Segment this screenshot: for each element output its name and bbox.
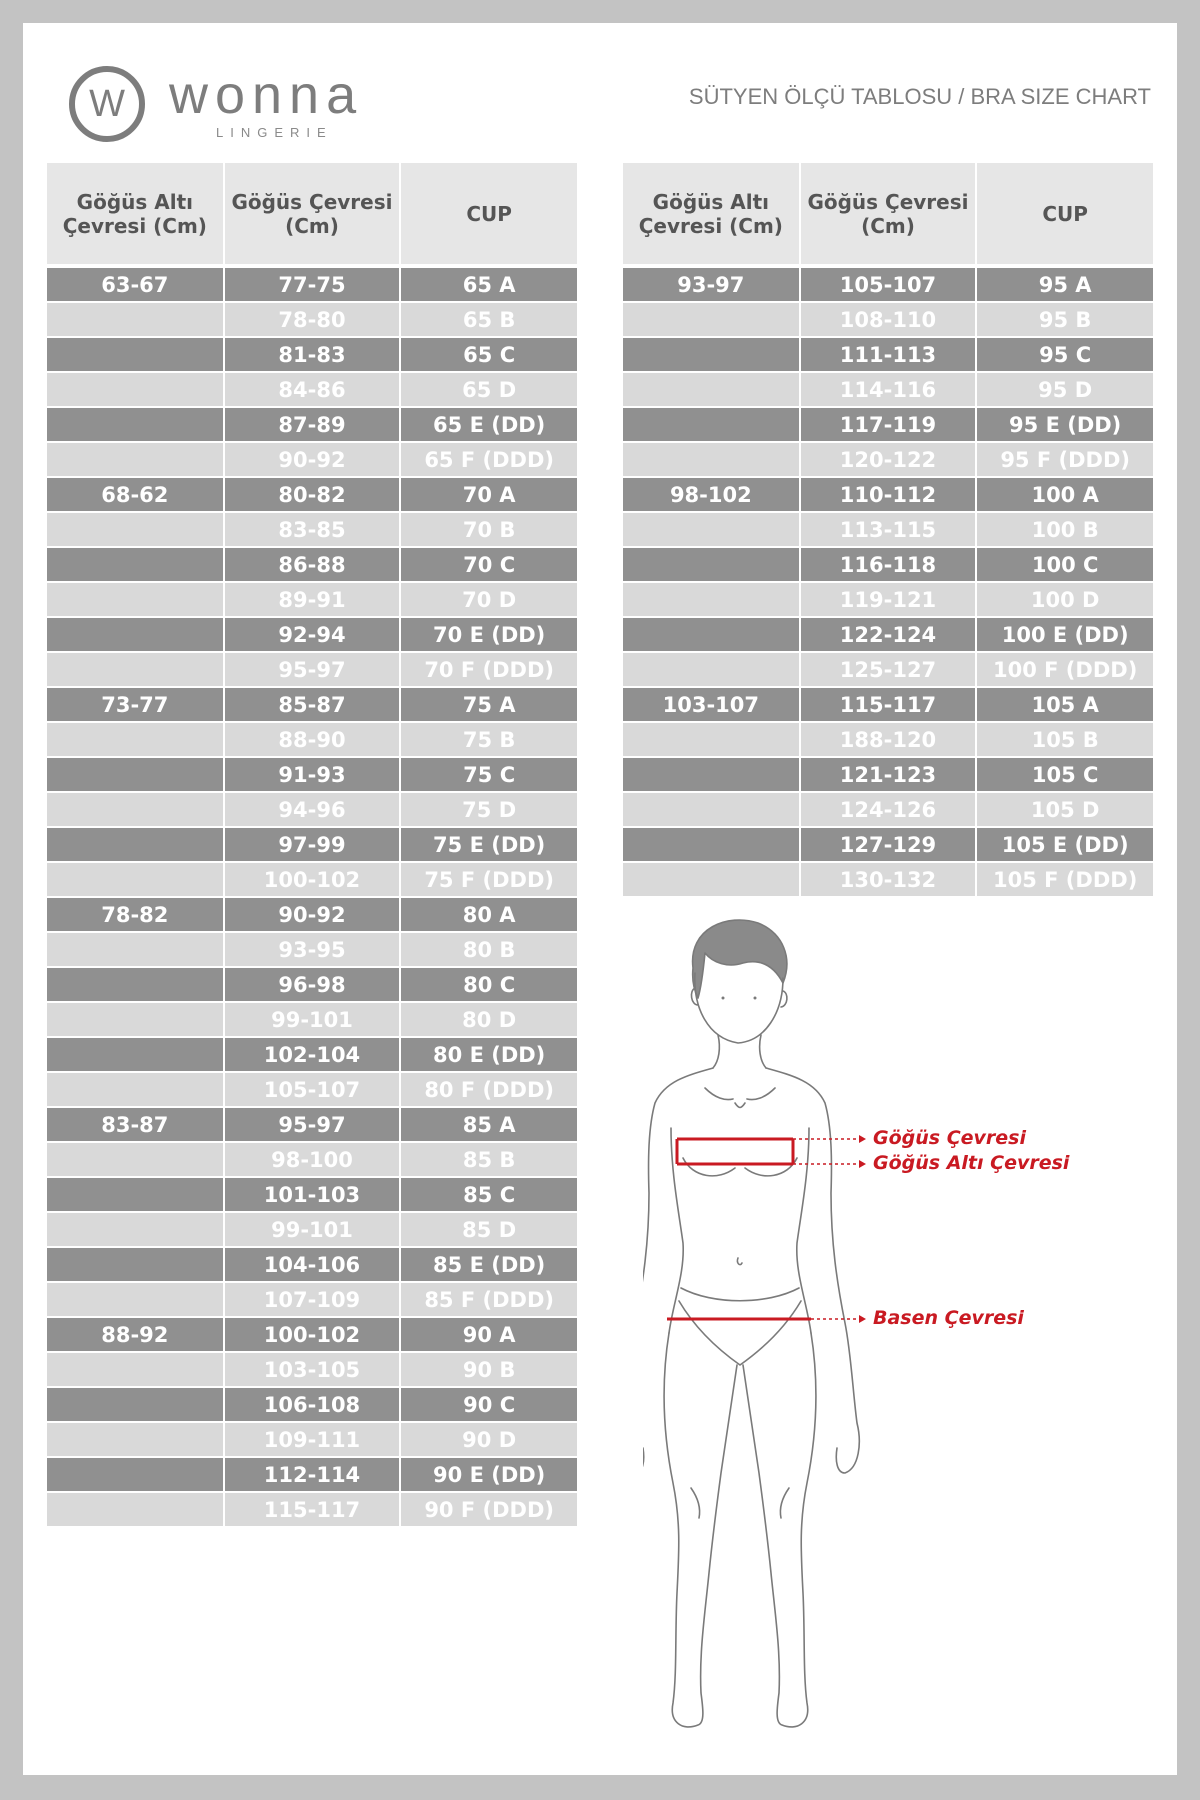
cell-cup: 75 D [400, 792, 577, 827]
cell-cup: 80 D [400, 1002, 577, 1037]
cell-underbust [47, 1352, 224, 1387]
table-row [47, 827, 577, 862]
cell-cup: 100 E (DD) [976, 617, 1153, 652]
table-row [47, 337, 577, 372]
cell-underbust [47, 1072, 224, 1107]
brand-name: wonna [169, 65, 364, 125]
cell-underbust [623, 862, 800, 897]
table-row [623, 302, 1153, 337]
cell-cup: 65 C [400, 337, 577, 372]
cell-underbust [623, 302, 800, 337]
table-row [623, 652, 1153, 687]
cell-underbust [47, 442, 224, 477]
table-row [623, 722, 1153, 757]
cell-bust: 188-120 [800, 722, 977, 757]
cell-bust: 99-101 [224, 1212, 401, 1247]
table-row [47, 372, 577, 407]
table-row [47, 547, 577, 582]
cell-bust: 105-107 [224, 1072, 401, 1107]
cell-bust: 115-117 [224, 1492, 401, 1527]
cell-bust: 110-112 [800, 477, 977, 512]
table-row [47, 1422, 577, 1457]
header-cup: CUP [400, 163, 577, 266]
table-row [47, 757, 577, 792]
cell-bust: 100-102 [224, 862, 401, 897]
cell-underbust [623, 722, 800, 757]
cell-bust: 85-87 [224, 687, 401, 722]
table-row [47, 1352, 577, 1387]
cell-underbust [623, 652, 800, 687]
cell-bust: 108-110 [800, 302, 977, 337]
table-row [47, 266, 577, 302]
cell-bust: 113-115 [800, 512, 977, 547]
cell-underbust [47, 337, 224, 372]
table-row [47, 1107, 577, 1142]
table-row [47, 477, 577, 512]
cell-underbust: 93-97 [623, 266, 800, 302]
cell-cup: 95 E (DD) [976, 407, 1153, 442]
cell-cup: 95 A [976, 266, 1153, 302]
cell-underbust [47, 1177, 224, 1212]
table-row [47, 302, 577, 337]
header-underbust: Göğüs Altı Çevresi (Cm) [623, 163, 800, 266]
cell-underbust [47, 862, 224, 897]
table-header-row [47, 163, 577, 266]
cell-bust: 84-86 [224, 372, 401, 407]
cell-cup: 105 C [976, 757, 1153, 792]
cell-bust: 106-108 [224, 1387, 401, 1422]
table-row [623, 862, 1153, 897]
table-row [47, 1037, 577, 1072]
cell-cup: 65 E (DD) [400, 407, 577, 442]
header-bust: Göğüs Çevresi (Cm) [224, 163, 401, 266]
brand-logo [45, 45, 445, 145]
table-row [47, 582, 577, 617]
label-hip-circumference: Basen Çevresi [873, 1307, 1024, 1329]
cell-underbust [47, 1457, 224, 1492]
table-row [623, 337, 1153, 372]
table-row [47, 1492, 577, 1527]
cell-bust: 119-121 [800, 582, 977, 617]
cell-underbust [47, 722, 224, 757]
cell-underbust: 103-107 [623, 687, 800, 722]
table-header-row [623, 163, 1153, 266]
cell-bust: 121-123 [800, 757, 977, 792]
cell-cup: 75 A [400, 687, 577, 722]
cell-cup: 105 A [976, 687, 1153, 722]
cell-bust: 122-124 [800, 617, 977, 652]
cell-bust: 115-117 [800, 687, 977, 722]
cell-bust: 78-80 [224, 302, 401, 337]
cell-cup: 105 F (DDD) [976, 862, 1153, 897]
cell-cup: 90 D [400, 1422, 577, 1457]
table-row [47, 617, 577, 652]
table-row [623, 827, 1153, 862]
cell-underbust [47, 617, 224, 652]
cell-underbust [47, 932, 224, 967]
cell-cup: 70 F (DDD) [400, 652, 577, 687]
cell-bust: 93-95 [224, 932, 401, 967]
table-row [47, 652, 577, 687]
cell-underbust [623, 337, 800, 372]
cell-bust: 98-100 [224, 1142, 401, 1177]
cell-underbust [47, 582, 224, 617]
table-row [623, 442, 1153, 477]
table-row [47, 1212, 577, 1247]
cell-underbust: 68-62 [47, 477, 224, 512]
table-row [47, 407, 577, 442]
header-cup: CUP [976, 163, 1153, 266]
cell-bust: 117-119 [800, 407, 977, 442]
cell-underbust [47, 1247, 224, 1282]
cell-cup: 75 C [400, 757, 577, 792]
cell-cup: 100 F (DDD) [976, 652, 1153, 687]
header-bust: Göğüs Çevresi (Cm) [800, 163, 977, 266]
cell-bust: 92-94 [224, 617, 401, 652]
cell-cup: 90 F (DDD) [400, 1492, 577, 1527]
cell-cup: 90 A [400, 1317, 577, 1352]
table-row [623, 372, 1153, 407]
cell-underbust [623, 512, 800, 547]
cell-bust: 95-97 [224, 1107, 401, 1142]
table-row [623, 547, 1153, 582]
table-row [623, 266, 1153, 302]
cell-underbust [623, 582, 800, 617]
table-row [47, 1002, 577, 1037]
cell-bust: 102-104 [224, 1037, 401, 1072]
cell-cup: 90 E (DD) [400, 1457, 577, 1492]
cell-bust: 111-113 [800, 337, 977, 372]
cell-cup: 75 F (DDD) [400, 862, 577, 897]
cell-bust: 101-103 [224, 1177, 401, 1212]
cell-underbust [47, 1282, 224, 1317]
table-row [47, 1177, 577, 1212]
cell-cup: 65 F (DDD) [400, 442, 577, 477]
cell-underbust [623, 407, 800, 442]
cell-cup: 75 E (DD) [400, 827, 577, 862]
table-row [47, 862, 577, 897]
header-underbust: Göğüs Altı Çevresi (Cm) [47, 163, 224, 266]
table-row [47, 1072, 577, 1107]
cell-cup: 90 C [400, 1387, 577, 1422]
cell-bust: 103-105 [224, 1352, 401, 1387]
cell-bust: 116-118 [800, 547, 977, 582]
brand-sub: LINGERIE [216, 125, 333, 140]
cell-underbust [623, 792, 800, 827]
logo-initial: W [89, 83, 125, 125]
cell-bust: 105-107 [800, 266, 977, 302]
cell-underbust [47, 512, 224, 547]
table-row [47, 687, 577, 722]
cell-bust: 95-97 [224, 652, 401, 687]
cell-bust: 97-99 [224, 827, 401, 862]
cell-bust: 90-92 [224, 897, 401, 932]
cell-cup: 95 B [976, 302, 1153, 337]
cell-bust: 80-82 [224, 477, 401, 512]
cell-underbust [47, 547, 224, 582]
cell-underbust: 63-67 [47, 266, 224, 302]
cell-bust: 130-132 [800, 862, 977, 897]
table-row [47, 897, 577, 932]
cell-cup: 80 B [400, 932, 577, 967]
table-row [623, 582, 1153, 617]
cell-cup: 70 E (DD) [400, 617, 577, 652]
table-row [47, 1247, 577, 1282]
cell-cup: 75 B [400, 722, 577, 757]
cell-underbust [47, 407, 224, 442]
cell-cup: 70 D [400, 582, 577, 617]
cell-bust: 99-101 [224, 1002, 401, 1037]
table-row [623, 617, 1153, 652]
cell-bust: 91-93 [224, 757, 401, 792]
cell-cup: 80 A [400, 897, 577, 932]
cell-cup: 105 E (DD) [976, 827, 1153, 862]
label-bust-circumference: Göğüs Çevresi [873, 1127, 1026, 1149]
cell-cup: 85 C [400, 1177, 577, 1212]
cell-bust: 88-90 [224, 722, 401, 757]
cell-bust: 125-127 [800, 652, 977, 687]
cell-underbust: 83-87 [47, 1107, 224, 1142]
cell-underbust: 88-92 [47, 1317, 224, 1352]
cell-underbust [47, 1387, 224, 1422]
cell-underbust [623, 827, 800, 862]
cell-bust: 94-96 [224, 792, 401, 827]
cell-underbust [47, 792, 224, 827]
body-measurement-figure [643, 913, 1163, 1733]
cell-underbust [623, 617, 800, 652]
cell-cup: 85 F (DDD) [400, 1282, 577, 1317]
table-row [623, 792, 1153, 827]
cell-underbust [47, 757, 224, 792]
cell-underbust [47, 302, 224, 337]
cell-underbust [47, 1492, 224, 1527]
cell-cup: 100 A [976, 477, 1153, 512]
cell-bust: 120-122 [800, 442, 977, 477]
cell-underbust [623, 372, 800, 407]
table-row [47, 1282, 577, 1317]
cell-underbust [623, 757, 800, 792]
cell-cup: 95 D [976, 372, 1153, 407]
size-table-left [47, 163, 577, 1528]
table-row [47, 792, 577, 827]
cell-cup: 65 A [400, 266, 577, 302]
size-table-right [623, 163, 1153, 898]
cell-underbust: 98-102 [623, 477, 800, 512]
cell-cup: 80 F (DDD) [400, 1072, 577, 1107]
table-row [47, 1317, 577, 1352]
cell-underbust [623, 442, 800, 477]
cell-bust: 127-129 [800, 827, 977, 862]
table-row [623, 757, 1153, 792]
table-row [623, 477, 1153, 512]
cell-bust: 87-89 [224, 407, 401, 442]
cell-bust: 114-116 [800, 372, 977, 407]
table-row [623, 407, 1153, 442]
cell-bust: 124-126 [800, 792, 977, 827]
cell-bust: 107-109 [224, 1282, 401, 1317]
cell-cup: 80 C [400, 967, 577, 1002]
cell-bust: 86-88 [224, 547, 401, 582]
table-row [623, 687, 1153, 722]
size-chart-sheet [23, 23, 1177, 1775]
cell-bust: 112-114 [224, 1457, 401, 1492]
cell-underbust [47, 1002, 224, 1037]
cell-underbust [47, 967, 224, 1002]
cell-cup: 105 B [976, 722, 1153, 757]
cell-bust: 109-111 [224, 1422, 401, 1457]
cell-cup: 105 D [976, 792, 1153, 827]
table-row [47, 932, 577, 967]
table-row [623, 512, 1153, 547]
cell-cup: 70 B [400, 512, 577, 547]
cell-cup: 85 B [400, 1142, 577, 1177]
cell-cup: 80 E (DD) [400, 1037, 577, 1072]
cell-cup: 85 D [400, 1212, 577, 1247]
cell-underbust [47, 652, 224, 687]
cell-bust: 104-106 [224, 1247, 401, 1282]
cell-underbust [47, 827, 224, 862]
cell-cup: 95 F (DDD) [976, 442, 1153, 477]
cell-underbust: 73-77 [47, 687, 224, 722]
cell-underbust: 78-82 [47, 897, 224, 932]
table-row [47, 442, 577, 477]
table-row [47, 1387, 577, 1422]
table-row [47, 1457, 577, 1492]
cell-cup: 70 C [400, 547, 577, 582]
cell-cup: 95 C [976, 337, 1153, 372]
cell-bust: 81-83 [224, 337, 401, 372]
cell-underbust [47, 372, 224, 407]
cell-cup: 85 E (DD) [400, 1247, 577, 1282]
cell-bust: 100-102 [224, 1317, 401, 1352]
cell-underbust [47, 1212, 224, 1247]
cell-bust: 77-75 [224, 266, 401, 302]
cell-cup: 100 C [976, 547, 1153, 582]
cell-cup: 90 B [400, 1352, 577, 1387]
cell-bust: 96-98 [224, 967, 401, 1002]
table-row [47, 512, 577, 547]
cell-cup: 65 B [400, 302, 577, 337]
cell-underbust [47, 1142, 224, 1177]
cell-cup: 100 D [976, 582, 1153, 617]
cell-cup: 65 D [400, 372, 577, 407]
cell-bust: 90-92 [224, 442, 401, 477]
cell-underbust [623, 547, 800, 582]
cell-bust: 89-91 [224, 582, 401, 617]
table-row [47, 1142, 577, 1177]
logo-mark [69, 66, 145, 142]
cell-bust: 83-85 [224, 512, 401, 547]
table-row [47, 722, 577, 757]
table-row [47, 967, 577, 1002]
chart-title: SÜTYEN ÖLÇÜ TABLOSU / BRA SIZE CHART [688, 84, 1151, 109]
cell-cup: 85 A [400, 1107, 577, 1142]
cell-cup: 70 A [400, 477, 577, 512]
cell-underbust [47, 1422, 224, 1457]
cell-underbust [47, 1037, 224, 1072]
cell-cup: 100 B [976, 512, 1153, 547]
label-underbust-circumference: Göğüs Altı Çevresi [873, 1152, 1070, 1174]
